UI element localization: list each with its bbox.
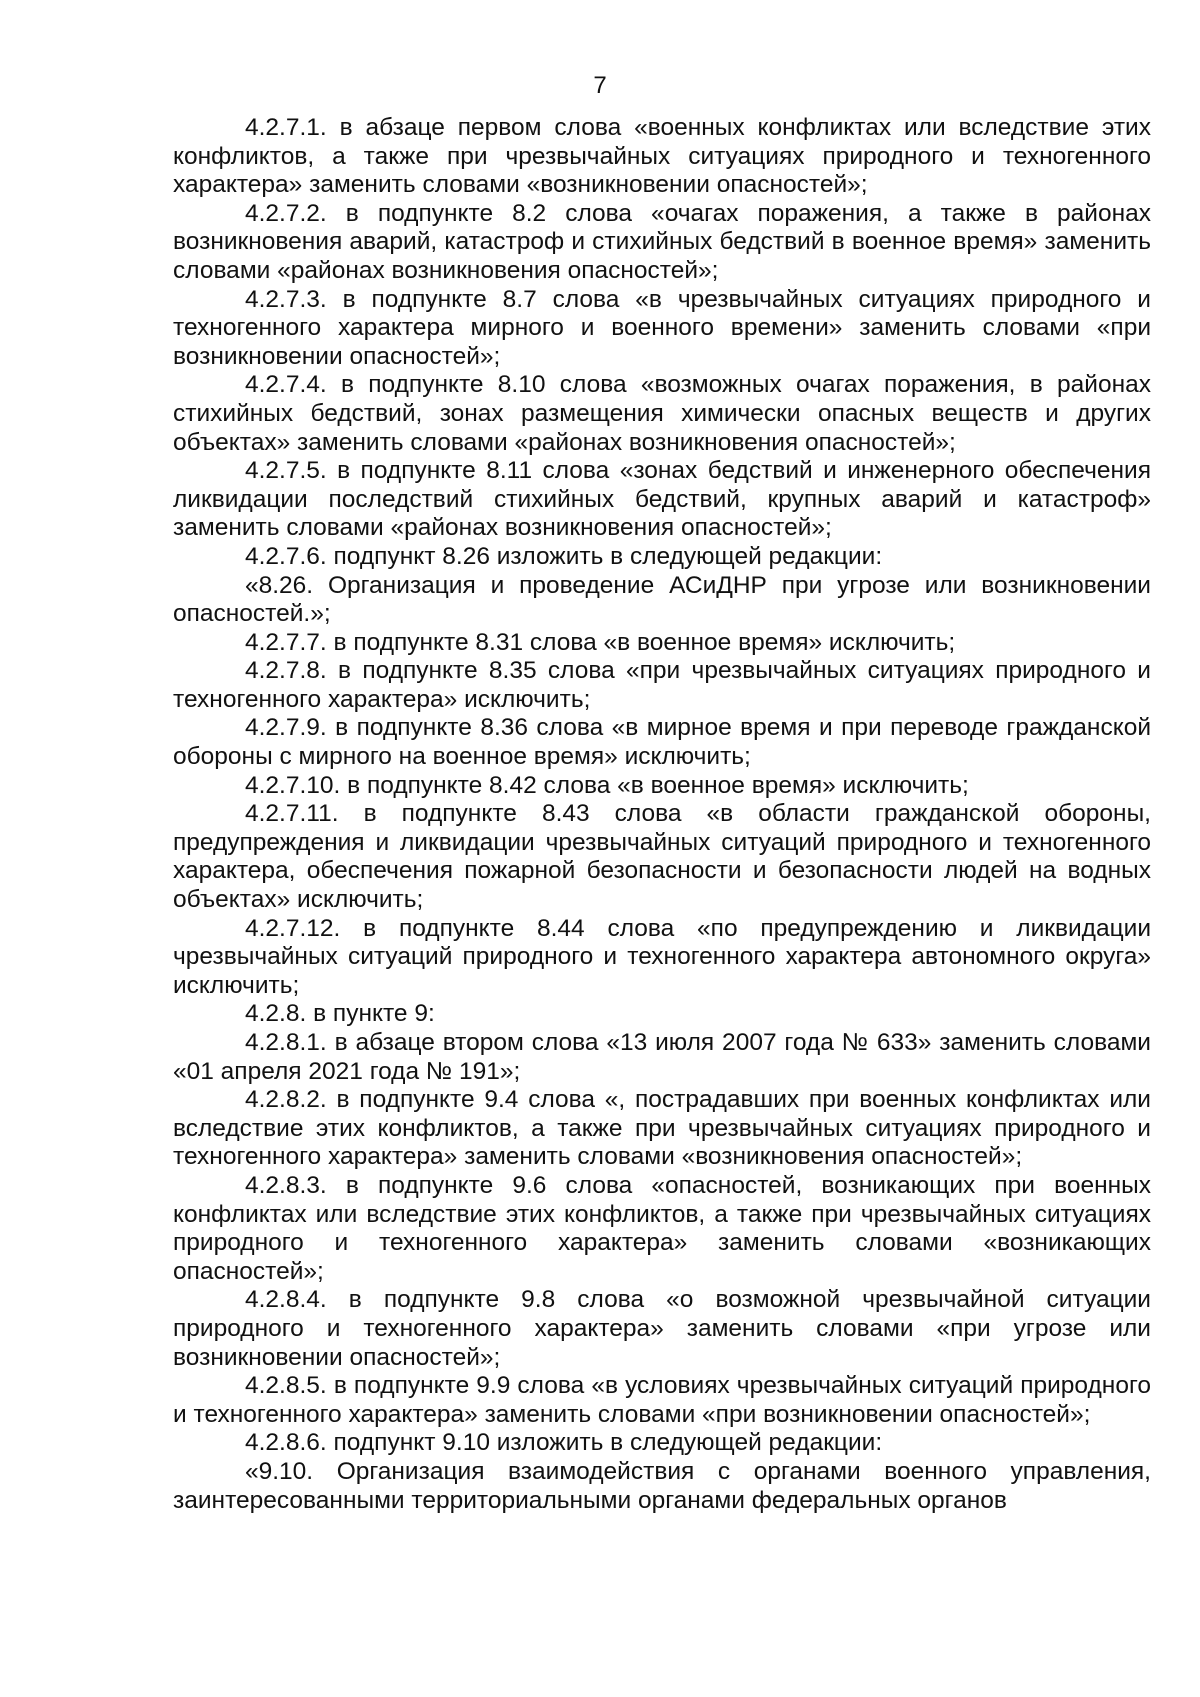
paragraph-4-2-7-4: 4.2.7.4. в подпункте 8.10 слова «возможных очагах поражения, в районах стихийных бедствий, зонах размещения химически опасных веществ и других объектах» заменить словами «районах возникновения опасностей»;: [173, 371, 1151, 456]
paragraph-4-2-7-6: 4.2.7.6. подпункт 8.26 изложить в следующей редакции:: [245, 542, 883, 570]
paragraph-4-2-7-10: 4.2.7.10. в подпункте 8.42 слова «в военное время» исключить;: [245, 771, 969, 799]
paragraph-4-2-7-11: 4.2.7.11. в подпункте 8.43 слова «в области гражданской обороны, предупреждения и ликвидации чрезвычайных ситуаций природного и техногенного характера, обеспечения пожарной безопасности и безопасности людей на водных объектах» исключить;: [173, 800, 1151, 914]
paragraph-4-2-7-3: 4.2.7.3. в подпункте 8.7 слова «в чрезвычайных ситуациях природного и техногенного характера мирного и военного времени» заменить словами «при возникновении опасностей»;: [173, 285, 1151, 370]
paragraph-4-2-8-5: 4.2.8.5. в подпункте 9.9 слова «в условиях чрезвычайных ситуаций природного и техногенного характера» заменить словами «при возникновении опасностей»;: [173, 1372, 1151, 1428]
page-number: 7: [593, 72, 607, 99]
paragraph-4-2-7-8: 4.2.7.8. в подпункте 8.35 слова «при чрезвычайных ситуациях природного и техногенного характера» исключить;: [173, 657, 1151, 713]
paragraph-4-2-7-1: 4.2.7.1. в абзаце первом слова «военных конфликтах или вследствие этих конфликтов, а также при чрезвычайных ситуациях природного и техногенного характера» заменить словами «возникновении опасностей»;: [173, 114, 1151, 199]
document-body: [173, 114, 1151, 1515]
paragraph-8-26-text: «8.26. Организация и проведение АСиДНР при угрозе или возникновении опасностей.»;: [173, 571, 1151, 628]
paragraph-4-2-8-3: 4.2.8.3. в подпункте 9.6 слова «опасностей, возникающих при военных конфликтах или вследствие этих конфликтов, а также при чрезвычайных ситуациях природного и техногенного характера» заменить словами «возникающих опасностей»;: [173, 1171, 1151, 1285]
paragraph-4-2-8-6: 4.2.8.6. подпункт 9.10 изложить в следующей редакции:: [245, 1429, 883, 1457]
paragraph-4-2-7-7: 4.2.7.7. в подпункте 8.31 слова «в военное время» исключить;: [245, 628, 956, 656]
paragraph-4-2-7-12: 4.2.7.12. в подпункте 8.44 слова «по предупреждению и ликвидации чрезвычайных ситуаций природного и техногенного характера автономного округа» исключить;: [173, 914, 1151, 999]
paragraph-9-10-text: «9.10. Организация взаимодействия с органами военного управления, заинтересованными территориальными органами федеральных органов: [173, 1457, 1151, 1514]
paragraph-4-2-8-1: 4.2.8.1. в абзаце втором слова «13 июля 2007 года № 633» заменить словами «01 апреля 2021 года № 191»;: [173, 1029, 1151, 1085]
paragraph-4-2-8-4: 4.2.8.4. в подпункте 9.8 слова «о возможной чрезвычайной ситуации природного и техногенного характера» заменить словами «при угрозе или возникновении опасностей»;: [173, 1286, 1151, 1371]
paragraph-4-2-7-9: 4.2.7.9. в подпункте 8.36 слова «в мирное время и при переводе гражданской обороны с мирного на военное время» исключить;: [173, 714, 1151, 771]
paragraph-4-2-7-5: 4.2.7.5. в подпункте 8.11 слова «зонах бедствий и инженерного обеспечения ликвидации последствий стихийных бедствий, крупных аварий и катастроф» заменить словами «районах возникновения опасностей»;: [173, 457, 1151, 542]
paragraph-4-2-8-2: 4.2.8.2. в подпункте 9.4 слова «, пострадавших при военных конфликтах или вследствие этих конфликтов, а также при чрезвычайных ситуациях природного и техногенного характера» заменить словами «возникновения опасностей»;: [173, 1086, 1151, 1171]
paragraph-4-2-8: 4.2.8. в пункте 9:: [245, 1000, 435, 1028]
paragraph-4-2-7-2: 4.2.7.2. в подпункте 8.2 слова «очагах поражения, а также в районах возникновения аварий, катастроф и стихийных бедствий в военное время» заменить словами «районах возникновения опасностей»;: [173, 199, 1151, 284]
